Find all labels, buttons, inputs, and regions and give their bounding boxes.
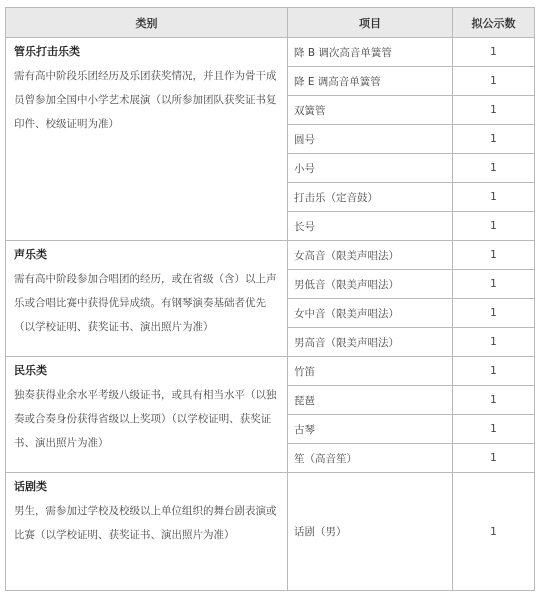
item-cell: 圆号 [288,125,453,154]
header-row [6,8,535,38]
table-row [6,473,535,591]
count-cell: 1 [453,386,535,415]
table-row [6,241,535,270]
item-cell: 男高音（限美声唱法） [288,328,453,357]
count-cell: 1 [453,154,535,183]
count-cell: 1 [453,96,535,125]
item-cell: 竹笛 [288,357,453,386]
category-description: 需有高中阶段参加合唱团的经历，或在省级（含）以上声乐或合唱比赛中获得优异成绩。有钢琴演奏基础者优先（以学校证明、获奖证书、演出照片为准） [14,273,277,333]
category-cell [6,357,288,473]
item-cell: 男低音（限美声唱法） [288,270,453,299]
item-cell: 笙（高音笙） [288,444,453,473]
table-row [6,38,535,67]
count-cell: 1 [453,212,535,241]
item-cell: 古琴 [288,415,453,444]
category-description: 需有高中阶段乐团经历及乐团获奖情况，并且作为骨干成员曾参加全国中小学艺术展演（以所参加团队获奖证书复印件、校级证明为准） [14,70,277,130]
header-item: 项目 [288,8,453,38]
quota-table [5,7,535,591]
count-cell: 1 [453,241,535,270]
item-cell: 降 E 调高音单簧管 [288,67,453,96]
header-category: 类别 [6,8,288,38]
category-cell [6,38,288,241]
count-cell: 1 [453,473,535,591]
category-title: 管乐打击乐类 [14,45,80,58]
item-cell: 降 B 调次高音单簧管 [288,38,453,67]
item-cell: 女中音（限美声唱法） [288,299,453,328]
count-cell: 1 [453,38,535,67]
header-count: 拟公示数 [453,8,535,38]
category-title: 话剧类 [14,480,47,493]
count-cell: 1 [453,270,535,299]
category-description: 独奏获得业余水平考级八级证书，或具有相当水平（以独奏或合奏身份获得省级以上奖项）（以学校证明、获奖证书、演出照片为准） [14,389,277,449]
count-cell: 1 [453,299,535,328]
category-description: 男生，需参加过学校及校级以上单位组织的舞台剧表演或比赛（以学校证明、获奖证书、演出照片为准） [14,505,277,541]
count-cell: 1 [453,328,535,357]
item-cell: 琵琶 [288,386,453,415]
count-cell: 1 [453,444,535,473]
item-cell: 长号 [288,212,453,241]
count-cell: 1 [453,415,535,444]
category-cell [6,473,288,591]
table-row [6,357,535,386]
item-cell: 双簧管 [288,96,453,125]
category-cell [6,241,288,357]
count-cell: 1 [453,125,535,154]
item-cell: 女高音（限美声唱法） [288,241,453,270]
item-cell: 话剧（男） [288,473,453,591]
item-cell: 小号 [288,154,453,183]
item-cell: 打击乐（定音鼓） [288,183,453,212]
category-title: 声乐类 [14,248,47,261]
category-title: 民乐类 [14,364,47,377]
count-cell: 1 [453,67,535,96]
count-cell: 1 [453,357,535,386]
count-cell: 1 [453,183,535,212]
